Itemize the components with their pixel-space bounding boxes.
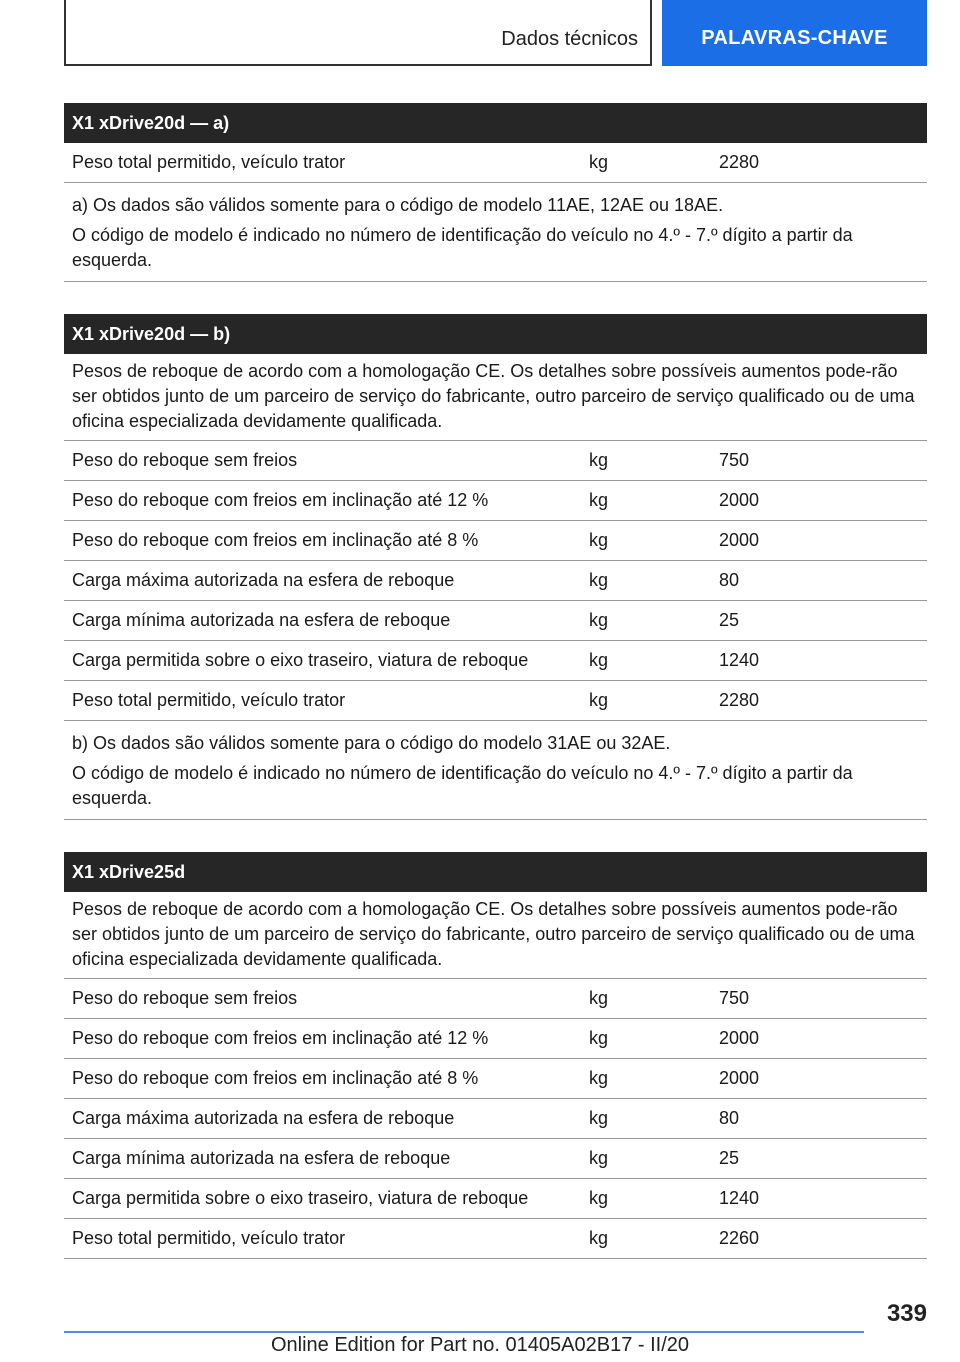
page-header [64, 0, 927, 66]
table-row [64, 1019, 927, 1059]
row-label: Peso do reboque com freios em inclinação até 12 % [72, 1028, 489, 1048]
row-value: 2280 [719, 690, 760, 710]
note-line: b) Os dados são válidos somente para o código do modelo 31AE ou 32AE. [72, 733, 671, 753]
spec-table [64, 852, 927, 1259]
row-value: 750 [719, 988, 750, 1008]
row-unit: kg [589, 570, 609, 590]
row-label: Peso total permitido, veículo trator [72, 690, 346, 710]
row-value: 1240 [719, 1188, 760, 1208]
row-unit: kg [589, 988, 609, 1008]
row-label: Carga máxima autorizada na esfera de reboque [72, 1108, 455, 1128]
table-title: X1 xDrive20d — b) [64, 314, 927, 354]
row-label: Peso do reboque sem freios [72, 450, 298, 470]
row-value: 80 [719, 570, 740, 590]
row-unit: kg [589, 1028, 609, 1048]
row-label: Peso do reboque com freios em inclinação até 8 % [72, 530, 479, 550]
table-row [64, 1059, 927, 1099]
row-label: Peso do reboque com freios em inclinação até 8 % [72, 1068, 479, 1088]
edition-footer: Online Edition for Part no. 01405A02B17 - II/20 [270, 1334, 690, 1356]
row-value: 2280 [719, 152, 760, 172]
page-number: 339 [886, 1300, 927, 1327]
row-label: Carga mínima autorizada na esfera de reboque [72, 610, 451, 630]
table-row [64, 143, 927, 183]
row-label: Peso do reboque com freios em inclinação até 12 % [72, 490, 489, 510]
row-value: 2000 [719, 530, 760, 550]
note-line: a) Os dados são válidos somente para o código de modelo 11AE, 12AE ou 18AE. [72, 195, 724, 215]
row-label: Peso do reboque sem freios [72, 988, 298, 1008]
row-unit: kg [589, 1068, 609, 1088]
row-label: Carga mínima autorizada na esfera de reboque [72, 1148, 451, 1168]
row-unit: kg [589, 490, 609, 510]
table-title: X1 xDrive20d — a) [64, 103, 927, 143]
table-title: X1 xDrive25d [64, 852, 927, 892]
row-label: Peso total permitido, veículo trator [72, 1228, 346, 1248]
section-title: Dados técnicos [501, 28, 638, 50]
row-label: Carga permitida sobre o eixo traseiro, viatura de reboque [72, 1188, 529, 1208]
row-value: 2000 [719, 1028, 760, 1048]
table-row [64, 641, 927, 681]
note-line: O código de modelo é indicado no número de identificação do veículo no 4.º - 7.º dígito a partir da esquerda. [72, 225, 853, 270]
row-value: 750 [719, 450, 750, 470]
row-unit: kg [589, 152, 609, 172]
table-row [64, 979, 927, 1019]
spec-content [64, 103, 927, 1291]
keywords-tab[interactable]: PALAVRAS-CHAVE [662, 0, 927, 66]
row-value: 80 [719, 1108, 740, 1128]
row-value: 2000 [719, 490, 760, 510]
table-row [64, 601, 927, 641]
row-unit: kg [589, 690, 609, 710]
section-tab[interactable] [64, 0, 652, 66]
row-unit: kg [589, 1108, 609, 1128]
row-unit: kg [589, 530, 609, 550]
note-line: O código de modelo é indicado no número de identificação do veículo no 4.º - 7.º dígito a partir da esquerda. [72, 763, 853, 808]
table-intro: Pesos de reboque de acordo com a homologação CE. Os detalhes sobre possíveis aumentos pode-rão ser obtidos junto de um parceiro de serviço do fabricante, outro parceiro de serviço qualificado ou de uma oficina especializada devidamente qualificada. [64, 892, 927, 979]
row-value: 2260 [719, 1228, 760, 1248]
table-row [64, 681, 927, 721]
table-row [64, 561, 927, 601]
table-note [64, 183, 927, 282]
table-row [64, 441, 927, 481]
table-note [64, 721, 927, 820]
footer-divider [64, 1331, 864, 1333]
table-row [64, 1219, 927, 1259]
row-unit: kg [589, 1148, 609, 1168]
row-unit: kg [589, 610, 609, 630]
row-unit: kg [589, 1188, 609, 1208]
row-unit: kg [589, 450, 609, 470]
row-label: Carga máxima autorizada na esfera de reboque [72, 570, 455, 590]
row-value: 1240 [719, 650, 760, 670]
table-row [64, 521, 927, 561]
row-value: 2000 [719, 1068, 760, 1088]
row-value: 25 [719, 610, 740, 630]
row-label: Peso total permitido, veículo trator [72, 152, 346, 172]
table-intro: Pesos de reboque de acordo com a homologação CE. Os detalhes sobre possíveis aumentos pode-rão ser obtidos junto de um parceiro de serviço do fabricante, outro parceiro de serviço qualificado ou de uma oficina especializada devidamente qualificada. [64, 354, 927, 441]
row-unit: kg [589, 1228, 609, 1248]
row-unit: kg [589, 650, 609, 670]
spec-table [64, 103, 927, 282]
row-label: Carga permitida sobre o eixo traseiro, viatura de reboque [72, 650, 529, 670]
table-row [64, 481, 927, 521]
row-value: 25 [719, 1148, 740, 1168]
table-row [64, 1139, 927, 1179]
spec-table [64, 314, 927, 820]
table-row [64, 1099, 927, 1139]
table-row [64, 1179, 927, 1219]
